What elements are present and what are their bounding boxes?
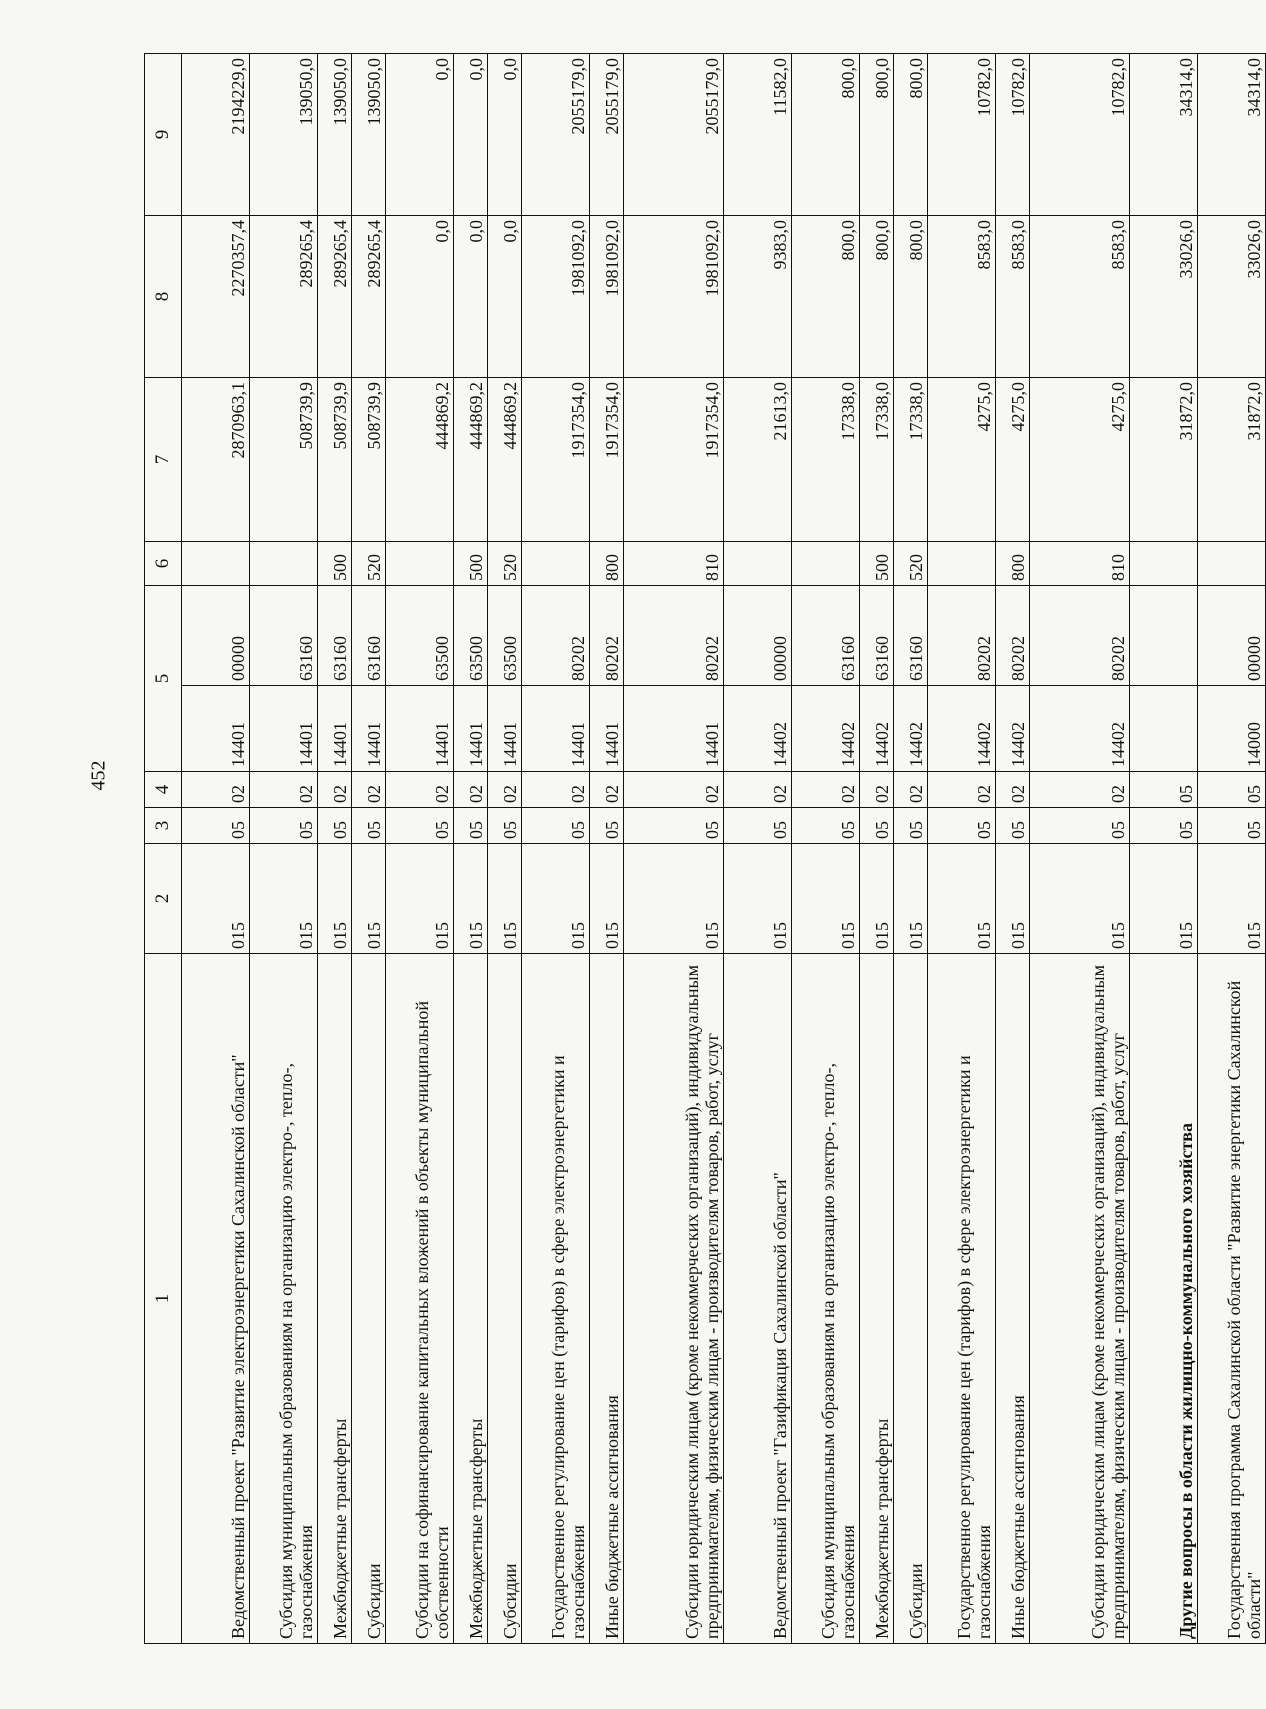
cell-c8: 1981092,0 — [590, 216, 624, 378]
cell-c4: 02 — [590, 772, 624, 808]
cell-c2: 015 — [792, 844, 860, 954]
cell-c7: 1917354,0 — [590, 378, 624, 542]
table-row — [1198, 54, 1266, 1644]
header-cell: 1 — [145, 954, 182, 1644]
cell-c9: 0,0 — [488, 54, 522, 216]
cell-c4: 02 — [318, 772, 352, 808]
cell-c9: 10782,0 — [1030, 54, 1130, 216]
header-cell: 8 — [145, 216, 182, 378]
cell-c3: 05 — [250, 808, 318, 844]
cell-c5b: 63160 — [860, 586, 894, 686]
cell-c3: 05 — [624, 808, 724, 844]
cell-c8: 33026,0 — [1198, 216, 1266, 378]
cell-c6: 520 — [352, 542, 386, 586]
cell-c3: 05 — [386, 808, 454, 844]
header-cell: 5 — [145, 586, 182, 772]
cell-c7: 1917354,0 — [624, 378, 724, 542]
cell-c4: 02 — [996, 772, 1030, 808]
cell-c5a: 14401 — [352, 686, 386, 772]
cell-c4: 02 — [792, 772, 860, 808]
row-name: Межбюджетные трансферты — [454, 954, 488, 1644]
cell-c5b: 63500 — [454, 586, 488, 686]
cell-c9: 10782,0 — [928, 54, 996, 216]
table-row — [352, 54, 386, 1644]
cell-c6: 800 — [590, 542, 624, 586]
cell-c4: 02 — [894, 772, 928, 808]
cell-c5a: 14402 — [894, 686, 928, 772]
cell-c5a: 14401 — [522, 686, 590, 772]
cell-c8: 8583,0 — [928, 216, 996, 378]
table-row — [624, 54, 724, 1644]
cell-c3: 05 — [522, 808, 590, 844]
cell-c8: 289265,4 — [250, 216, 318, 378]
cell-c5b: 80202 — [1030, 586, 1130, 686]
cell-c9: 2055179,0 — [522, 54, 590, 216]
cell-c9: 139050,0 — [352, 54, 386, 216]
row-name: Межбюджетные трансферты — [318, 954, 352, 1644]
cell-c5b: 80202 — [522, 586, 590, 686]
cell-c2: 015 — [522, 844, 590, 954]
row-name: Другие вопросы в области жилищно-коммунального хозяйства — [1130, 954, 1198, 1644]
cell-c2: 015 — [454, 844, 488, 954]
table-row — [860, 54, 894, 1644]
rotated-table-container — [144, 54, 1264, 1644]
table-row — [454, 54, 488, 1644]
cell-c2: 015 — [996, 844, 1030, 954]
header-cell: 6 — [145, 542, 182, 586]
cell-c9: 139050,0 — [318, 54, 352, 216]
cell-c6: 500 — [454, 542, 488, 586]
cell-c2: 015 — [1130, 844, 1198, 954]
cell-c6: 810 — [624, 542, 724, 586]
cell-c5b: 80202 — [928, 586, 996, 686]
cell-c2: 015 — [488, 844, 522, 954]
cell-c9: 800,0 — [894, 54, 928, 216]
table-row — [182, 54, 250, 1644]
cell-c5a: 14402 — [724, 686, 792, 772]
cell-c5b: 80202 — [590, 586, 624, 686]
cell-c6 — [928, 542, 996, 586]
cell-c6: 520 — [894, 542, 928, 586]
cell-c7: 4275,0 — [996, 378, 1030, 542]
header-row — [145, 54, 182, 1644]
cell-c8: 1981092,0 — [624, 216, 724, 378]
cell-c8: 289265,4 — [352, 216, 386, 378]
header-cell: 3 — [145, 808, 182, 844]
cell-c4: 02 — [1030, 772, 1130, 808]
cell-c8: 289265,4 — [318, 216, 352, 378]
cell-c3: 05 — [1130, 808, 1198, 844]
row-name: Межбюджетные трансферты — [860, 954, 894, 1644]
cell-c5a: 14401 — [250, 686, 318, 772]
cell-c8: 800,0 — [894, 216, 928, 378]
row-name: Иные бюджетные ассигнования — [996, 954, 1030, 1644]
cell-c3: 05 — [894, 808, 928, 844]
cell-c9: 0,0 — [454, 54, 488, 216]
page-number: 452 — [87, 760, 110, 791]
cell-c9: 139050,0 — [250, 54, 318, 216]
cell-c5a: 14401 — [386, 686, 454, 772]
cell-c4: 02 — [386, 772, 454, 808]
cell-c5a: 14402 — [860, 686, 894, 772]
cell-c4: 02 — [928, 772, 996, 808]
cell-c5a: 14401 — [454, 686, 488, 772]
cell-c2: 015 — [1030, 844, 1130, 954]
cell-c6: 500 — [318, 542, 352, 586]
cell-c3: 05 — [590, 808, 624, 844]
cell-c6 — [386, 542, 454, 586]
cell-c7: 444869,2 — [454, 378, 488, 542]
cell-c8: 0,0 — [488, 216, 522, 378]
cell-c5b: 00000 — [182, 586, 250, 686]
cell-c2: 015 — [250, 844, 318, 954]
cell-c7: 17338,0 — [792, 378, 860, 542]
cell-c9: 11582,0 — [724, 54, 792, 216]
cell-c5a: 14401 — [624, 686, 724, 772]
cell-c5a — [1130, 686, 1198, 772]
cell-c9: 800,0 — [860, 54, 894, 216]
cell-c6 — [522, 542, 590, 586]
table-row — [522, 54, 590, 1644]
cell-c3: 05 — [488, 808, 522, 844]
table-row — [996, 54, 1030, 1644]
cell-c4: 02 — [860, 772, 894, 808]
cell-c4: 02 — [624, 772, 724, 808]
row-name: Субсидии юридическим лицам (кроме некоммерческих организаций), индивидуальным предпринимателям, физическим лицам - производителям товаров, работ, услуг — [624, 954, 724, 1644]
cell-c4: 05 — [1198, 772, 1266, 808]
cell-c5b: 63160 — [318, 586, 352, 686]
cell-c8: 8583,0 — [996, 216, 1030, 378]
table-row — [318, 54, 352, 1644]
cell-c6: 810 — [1030, 542, 1130, 586]
cell-c3: 05 — [318, 808, 352, 844]
header-cell: 4 — [145, 772, 182, 808]
cell-c4: 05 — [1130, 772, 1198, 808]
cell-c8: 8583,0 — [1030, 216, 1130, 378]
cell-c4: 02 — [454, 772, 488, 808]
row-name: Ведомственный проект "Развитие электроэнергетики Сахалинской области" — [182, 954, 250, 1644]
cell-c3: 05 — [792, 808, 860, 844]
cell-c8: 1981092,0 — [522, 216, 590, 378]
cell-c4: 02 — [488, 772, 522, 808]
cell-c7: 31872,0 — [1198, 378, 1266, 542]
cell-c5b: 63160 — [894, 586, 928, 686]
cell-c4: 02 — [250, 772, 318, 808]
cell-c5a: 14402 — [996, 686, 1030, 772]
cell-c5a: 14000 — [1198, 686, 1266, 772]
cell-c5a: 14401 — [182, 686, 250, 772]
cell-c7: 1917354,0 — [522, 378, 590, 542]
cell-c2: 015 — [860, 844, 894, 954]
cell-c7: 508739,9 — [318, 378, 352, 542]
cell-c8: 2270357,4 — [182, 216, 250, 378]
cell-c7: 4275,0 — [928, 378, 996, 542]
header-cell: 7 — [145, 378, 182, 542]
row-name: Государственное регулирование цен (тарифов) в сфере электроэнергетики и газоснабжения — [522, 954, 590, 1644]
cell-c5a: 14401 — [590, 686, 624, 772]
cell-c5b: 63500 — [386, 586, 454, 686]
cell-c7: 4275,0 — [1030, 378, 1130, 542]
row-name: Субсидия муниципальным образованиям на организацию электро-, тепло-, газоснабжения — [250, 954, 318, 1644]
header-cell: 2 — [145, 844, 182, 954]
cell-c8: 33026,0 — [1130, 216, 1198, 378]
table-row — [1030, 54, 1130, 1644]
cell-c9: 0,0 — [386, 54, 454, 216]
cell-c5a: 14402 — [792, 686, 860, 772]
row-name: Государственная программа Сахалинской области "Развитие энергетики Сахалинской области" — [1198, 954, 1266, 1644]
cell-c4: 02 — [182, 772, 250, 808]
table-row — [724, 54, 792, 1644]
cell-c7: 17338,0 — [894, 378, 928, 542]
cell-c9: 2055179,0 — [590, 54, 624, 216]
cell-c5b: 80202 — [996, 586, 1030, 686]
row-name: Субсидии — [488, 954, 522, 1644]
cell-c2: 015 — [352, 844, 386, 954]
cell-c3: 05 — [182, 808, 250, 844]
cell-c7: 508739,9 — [250, 378, 318, 542]
cell-c2: 015 — [1198, 844, 1266, 954]
cell-c2: 015 — [894, 844, 928, 954]
table-row — [250, 54, 318, 1644]
cell-c3: 05 — [928, 808, 996, 844]
cell-c5b: 63160 — [250, 586, 318, 686]
cell-c6 — [1198, 542, 1266, 586]
cell-c6 — [724, 542, 792, 586]
table-row — [488, 54, 522, 1644]
cell-c5b: 80202 — [624, 586, 724, 686]
row-name: Субсидии — [894, 954, 928, 1644]
cell-c4: 02 — [352, 772, 386, 808]
cell-c2: 015 — [182, 844, 250, 954]
cell-c4: 02 — [724, 772, 792, 808]
cell-c5a: 14401 — [488, 686, 522, 772]
table-row — [590, 54, 624, 1644]
cell-c6: 800 — [996, 542, 1030, 586]
row-name: Субсидия муниципальным образованиям на организацию электро-, тепло-, газоснабжения — [792, 954, 860, 1644]
cell-c3: 05 — [996, 808, 1030, 844]
cell-c2: 015 — [386, 844, 454, 954]
cell-c9: 800,0 — [792, 54, 860, 216]
cell-c2: 015 — [624, 844, 724, 954]
cell-c7: 2870963,1 — [182, 378, 250, 542]
table-row — [386, 54, 454, 1644]
cell-c5b: 63160 — [792, 586, 860, 686]
table-row — [928, 54, 996, 1644]
cell-c2: 015 — [724, 844, 792, 954]
cell-c3: 05 — [860, 808, 894, 844]
cell-c8: 0,0 — [454, 216, 488, 378]
cell-c9: 2055179,0 — [624, 54, 724, 216]
row-name: Субсидии — [352, 954, 386, 1644]
cell-c6 — [250, 542, 318, 586]
cell-c5b: 00000 — [724, 586, 792, 686]
cell-c3: 05 — [724, 808, 792, 844]
cell-c2: 015 — [590, 844, 624, 954]
cell-c5a: 14402 — [928, 686, 996, 772]
cell-c9: 34314,0 — [1198, 54, 1266, 216]
cell-c9: 34314,0 — [1130, 54, 1198, 216]
cell-c5b: 00000 — [1198, 586, 1266, 686]
table-row — [1130, 54, 1198, 1644]
cell-c8: 9383,0 — [724, 216, 792, 378]
cell-c6: 520 — [488, 542, 522, 586]
cell-c7: 444869,2 — [386, 378, 454, 542]
cell-c7: 31872,0 — [1130, 378, 1198, 542]
cell-c5b: 63500 — [488, 586, 522, 686]
cell-c5b: 63160 — [352, 586, 386, 686]
cell-c3: 05 — [454, 808, 488, 844]
budget-table — [144, 53, 1266, 1644]
cell-c3: 05 — [1030, 808, 1130, 844]
table-row — [792, 54, 860, 1644]
cell-c5a: 14402 — [1030, 686, 1130, 772]
cell-c6 — [182, 542, 250, 586]
cell-c4: 02 — [522, 772, 590, 808]
row-name: Государственное регулирование цен (тарифов) в сфере электроэнергетики и газоснабжения — [928, 954, 996, 1644]
cell-c2: 015 — [318, 844, 352, 954]
cell-c6 — [792, 542, 860, 586]
cell-c3: 05 — [1198, 808, 1266, 844]
row-name: Субсидии юридическим лицам (кроме некоммерческих организаций), индивидуальным предпринимателям, физическим лицам - производителям товаров, работ, услуг — [1030, 954, 1130, 1644]
cell-c5b — [1130, 586, 1198, 686]
cell-c8: 800,0 — [860, 216, 894, 378]
cell-c8: 0,0 — [386, 216, 454, 378]
table-row — [894, 54, 928, 1644]
cell-c3: 05 — [352, 808, 386, 844]
cell-c9: 2194229,0 — [182, 54, 250, 216]
cell-c6 — [1130, 542, 1198, 586]
row-name: Субсидии на софинансирование капитальных вложений в объекты муниципальной собственности — [386, 954, 454, 1644]
header-cell: 9 — [145, 54, 182, 216]
cell-c7: 21613,0 — [724, 378, 792, 542]
cell-c8: 800,0 — [792, 216, 860, 378]
cell-c9: 10782,0 — [996, 54, 1030, 216]
cell-c6: 500 — [860, 542, 894, 586]
row-name: Иные бюджетные ассигнования — [590, 954, 624, 1644]
cell-c5a: 14401 — [318, 686, 352, 772]
cell-c2: 015 — [928, 844, 996, 954]
row-name: Ведомственный проект "Газификация Сахалинской области" — [724, 954, 792, 1644]
cell-c7: 444869,2 — [488, 378, 522, 542]
cell-c7: 508739,9 — [352, 378, 386, 542]
cell-c7: 17338,0 — [860, 378, 894, 542]
